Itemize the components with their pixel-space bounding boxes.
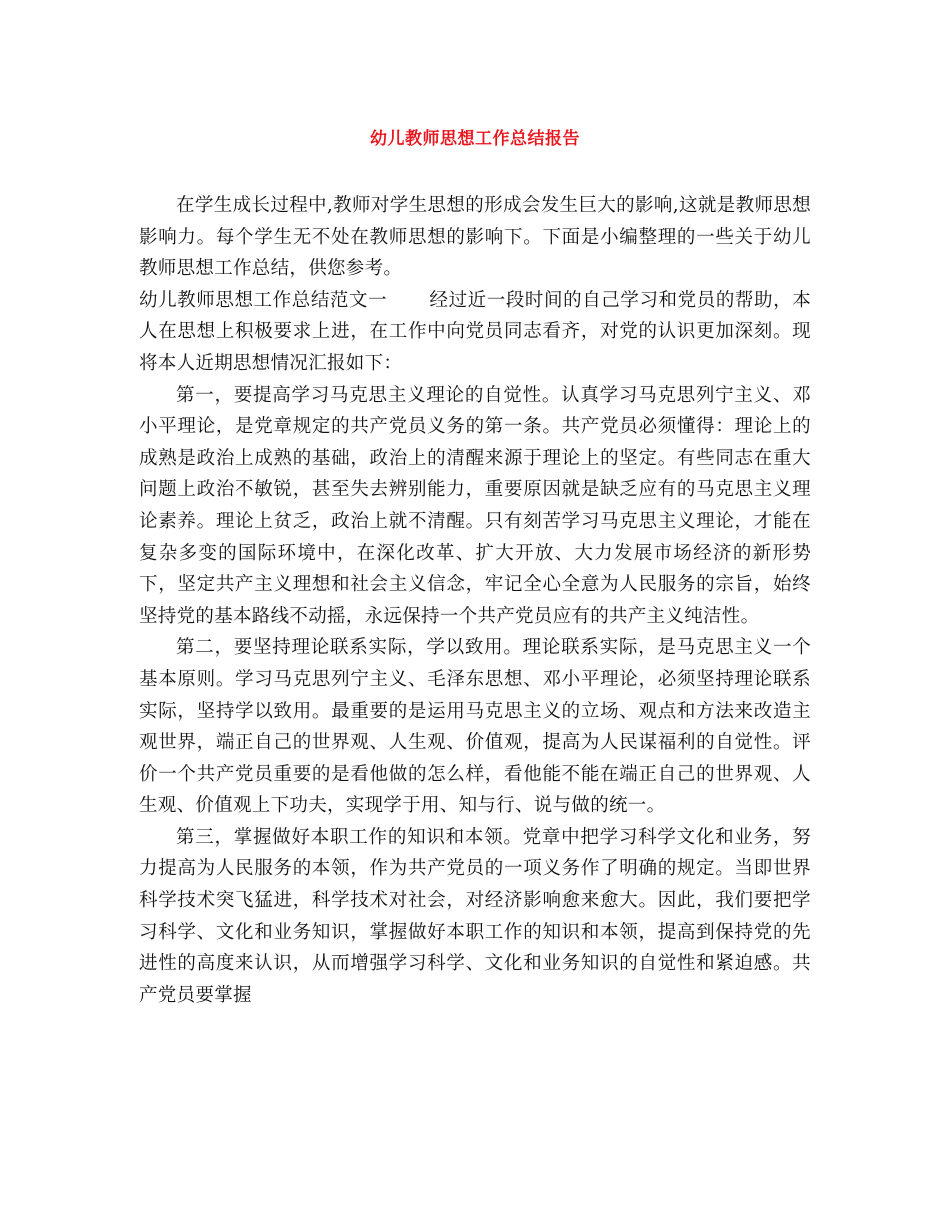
document-body [139, 190, 811, 1011]
document-title: 幼儿教师思想工作总结报告 [370, 129, 580, 149]
paragraph-third: 第三，掌握做好本职工作的知识和本领。党章中把学习科学文化和业务，努力提高为人民服务的本领，作为共产党员的一项义务作了明确的规定。当即世界科学技术突飞猛进，科学技术对社会，对经济影响愈来愈大。因此，我们要把学习科学、文化和业务知识，掌握做好本职工作的知识和本领，提高到保持党的先进性的高度来认识，从而增强学习科学、文化和业务知识的自觉性和紧迫感。共产党员要掌握 [139, 826, 811, 1006]
section-paragraph [139, 285, 811, 380]
paragraph-first: 第一，要提高学习马克思主义理论的自觉性。认真学习马克思列宁主义、邓小平理论，是党章规定的共产党员义务的第一条。共产党员必须懂得：理论上的成熟是政治上成熟的基础，政治上的清醒来源于理论上的坚定。有些同志在重大问题上政治不敏锐，甚至失去辨别能力，重要原因就是缺乏应有的马克思主义理论素养。理论上贫乏，政治上就不清醒。只有刻苦学习马克思主义理论，才能在复杂多变的国际环境中，在深化改革、扩大开放、大力发展市场经济的新形势下，坚定共产主义理想和社会主义信念，牢记全心全意为人民服务的宗旨，始终坚持党的基本路线不动摇，永远保持一个共产党员应有的共产主义纯洁性。 [139, 384, 811, 627]
section-lead: 经过近一段时间的自己学习和党员的帮助，本人在思想上积极要求上进，在工作中向党员同志看齐，对党的认识更加深刻。现将本人近期思想情况汇报如下： [139, 289, 811, 374]
paragraph-second: 第二，要坚持理论联系实际，学以致用。理论联系实际，是马克思主义一个基本原则。学习马克思列宁主义、毛泽东思想、邓小平理论，必须坚持理论联系实际，坚持学以致用。最重要的是运用马克思主义的立场、观点和方法来改造主观世界，端正自己的世界观、人生观、价值观，提高为人民谋福利的自觉性。评价一个共产党员重要的是看他做的怎么样，看他能不能在端正自己的世界观、人生观、价值观上下功夫，实现学于用、知与行、说与做的统一。 [139, 637, 811, 817]
intro-paragraph: 在学生成长过程中,教师对学生思想的形成会发生巨大的影响,这就是教师思想影响力。每个学生无不处在教师思想的影响下。下面是小编整理的一些关于幼儿教师思想工作总结，供您参考。 [139, 195, 811, 280]
section-heading: 幼儿教师思想工作总结范文一 [139, 289, 388, 311]
